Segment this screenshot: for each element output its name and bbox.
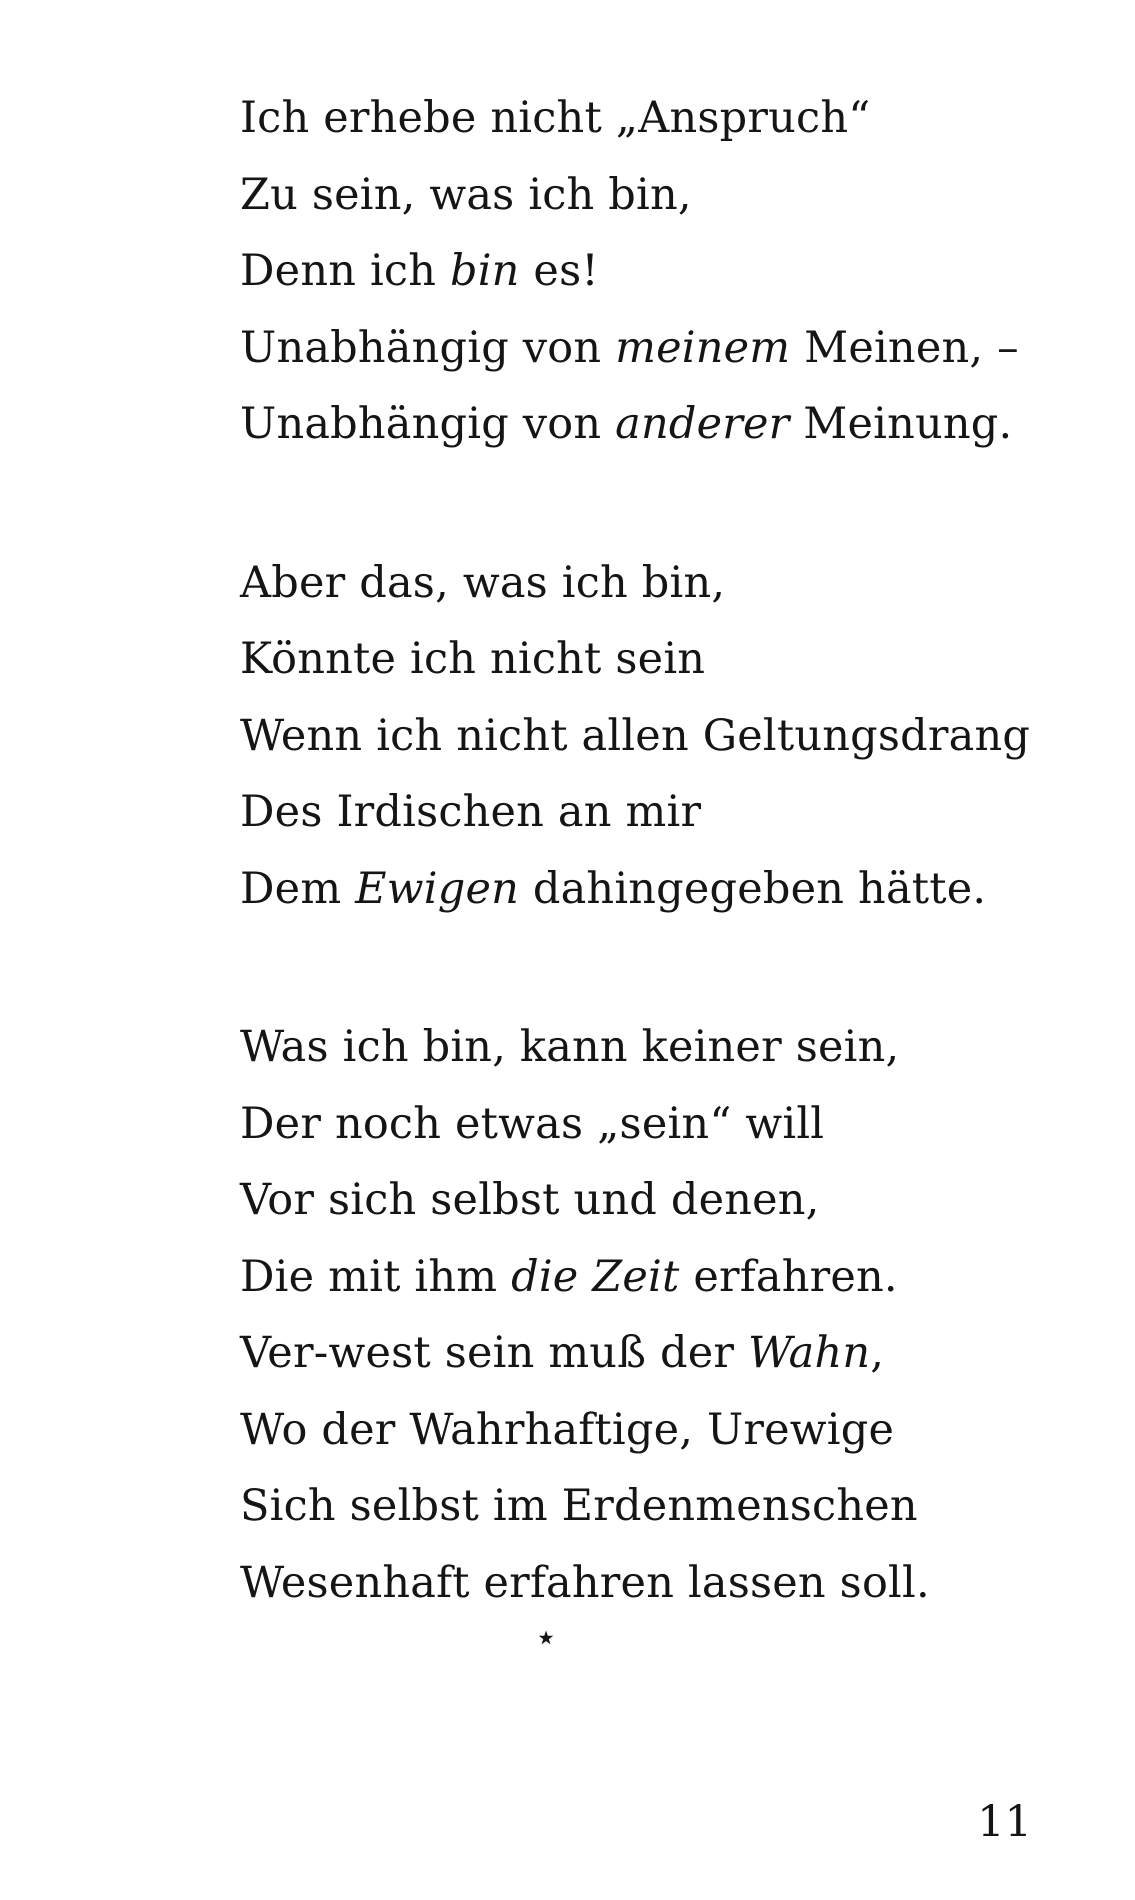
poem-line: Unabhängig von anderer Meinung. — [240, 399, 1013, 449]
poem-line: Ver-west sein muß der Wahn, — [240, 1328, 885, 1378]
poem-line: Zu sein, was ich bin, — [240, 169, 692, 220]
poem-line: Des Irdischen an mir — [240, 787, 702, 837]
poem-line: Wo der Wahrhaftige, Urewige — [240, 1404, 895, 1455]
emphasis: bin — [449, 246, 520, 296]
emphasis: Ewigen — [355, 863, 519, 914]
poem — [240, 80, 1090, 1621]
poem-line: Dem Ewigen dahingegeben hätte. — [240, 863, 987, 914]
poem-line: Vor sich selbst und denen, — [240, 1175, 820, 1225]
emphasis: Wahn — [748, 1328, 871, 1378]
poem-line: Die mit ihm die Zeit erfahren. — [240, 1251, 898, 1302]
star-ornament-icon: ⋆ — [534, 1615, 558, 1659]
poem-line: Denn ich bin es! — [240, 246, 599, 296]
stanza-1 — [240, 80, 1090, 463]
stanza-3 — [240, 1009, 1090, 1621]
poem-line: Der noch etwas „sein“ will — [240, 1098, 825, 1149]
page-number: 11 — [977, 1797, 1032, 1847]
poem-line: Wenn ich nicht allen Geltungsdrang — [240, 710, 1031, 761]
emphasis: anderer — [615, 399, 790, 449]
poem-line: Ich erhebe nicht „Anspruch“ — [240, 93, 871, 143]
poem-line: Was ich bin, kann keiner sein, — [240, 1022, 900, 1072]
poem-line: Wesenhaft erfahren lassen soll. — [240, 1557, 930, 1608]
emphasis: die Zeit — [511, 1251, 680, 1302]
poem-line: Sich selbst im Erdenmenschen — [240, 1481, 918, 1531]
emphasis: meinem — [615, 322, 791, 373]
poem-line: Aber das, was ich bin, — [240, 557, 726, 608]
stanza-2 — [240, 545, 1090, 928]
poem-line: Könnte ich nicht sein — [240, 634, 706, 684]
poem-line: Unabhängig von meinem Meinen, – — [240, 322, 1019, 373]
